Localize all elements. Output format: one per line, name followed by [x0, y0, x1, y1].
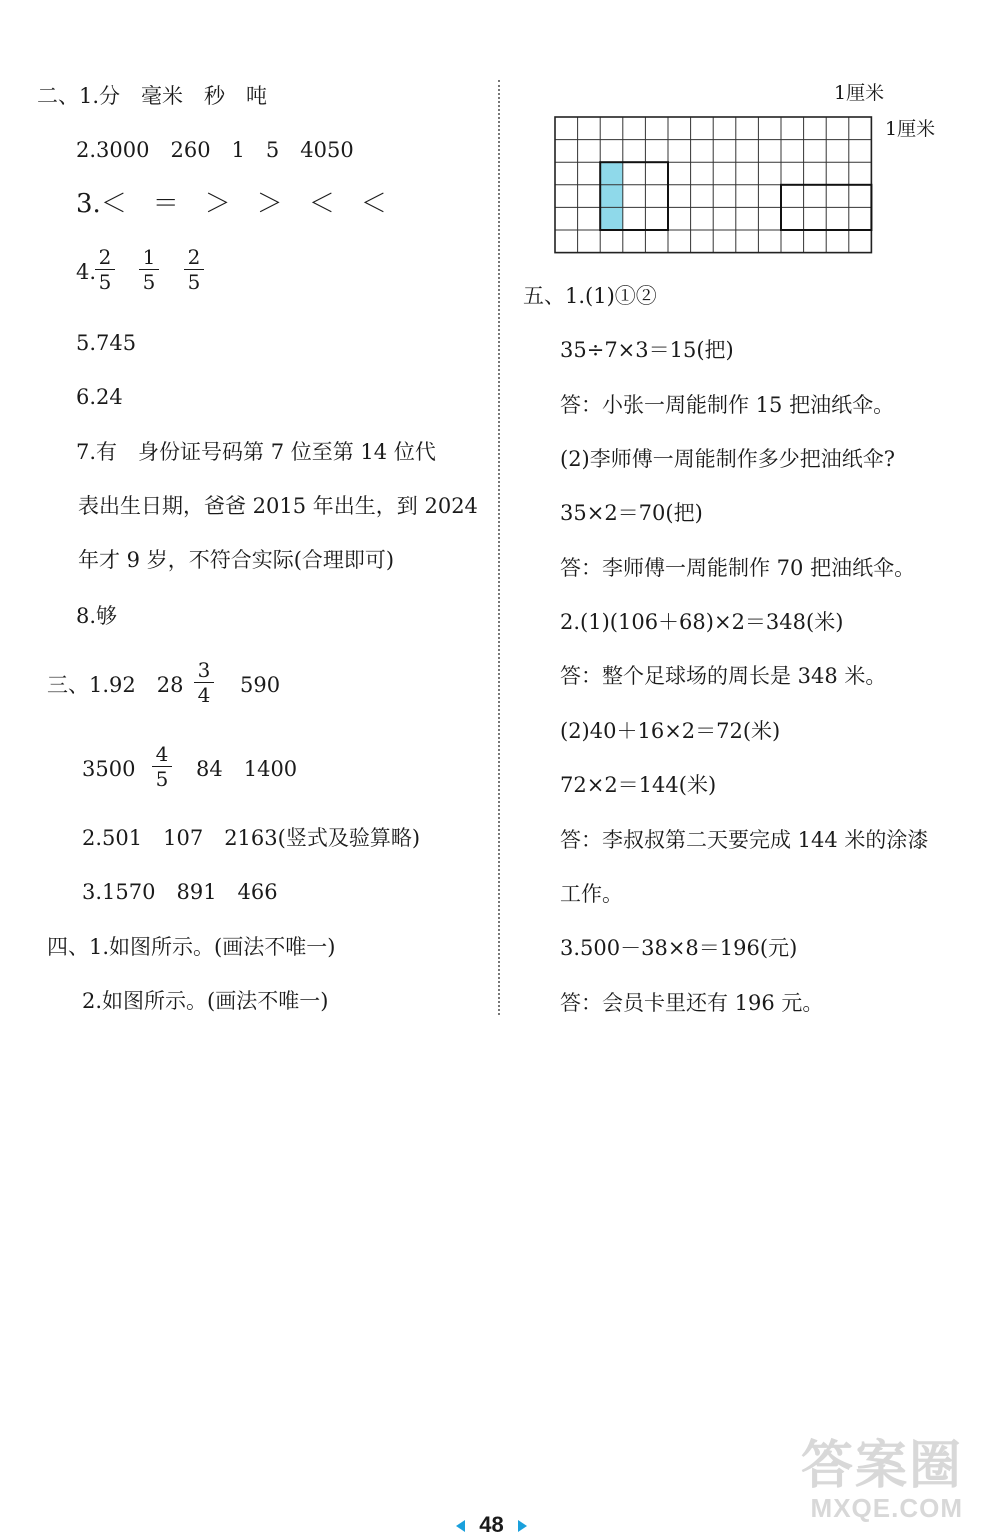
column-divider: [498, 80, 500, 1015]
answer-5-1: 五、1.(1)①②: [523, 284, 657, 308]
answer-3-1-row2-prefix: 3500: [82, 757, 136, 781]
answer-5-2-eq1: 2.(1)(106＋68)×2＝348(米): [560, 610, 844, 634]
fraction-3-1-b: 4 5: [152, 743, 172, 790]
answer-2-4-prefix: 4.: [76, 260, 97, 284]
answer-5-2-eq2: (2)40＋16×2＝72(米): [560, 719, 781, 743]
answer-4-1: 四、1.如图所示。(画法不唯一): [47, 935, 336, 959]
answer-5-1-ans2: 答：李师傅一周能制作 70 把油纸伞。: [560, 556, 916, 580]
answer-5-2-ans2: 答：李叔叔第二天要完成 144 米的涂漆: [560, 828, 929, 852]
page-number: 48: [0, 1512, 983, 1538]
answer-2-2: 2.3000 260 1 5 4050: [76, 138, 354, 162]
prev-triangle-icon: [456, 1520, 465, 1532]
fraction-4-1: 2 5: [95, 246, 115, 293]
watermark: 答案圈 MXQE.COM: [800, 1437, 963, 1523]
answer-5-1-q2: (2)李师傅一周能制作多少把油纸伞?: [560, 447, 896, 471]
answer-2-7-line2: 表出生日期，爸爸 2015 年出生，到 2024: [78, 494, 478, 518]
answer-3-1-row1-prefix: 三、1.92 28: [47, 673, 184, 697]
answer-5-2-ans1: 答：整个足球场的周长是 348 米。: [560, 664, 887, 688]
fraction-3-1-a: 3 4: [194, 659, 214, 706]
answer-3-3: 3.1570 891 466: [82, 880, 278, 904]
fraction-4-2: 1 5: [139, 246, 159, 293]
answer-2-3: 3.＜ ＝ ＞ ＞ ＜ ＜: [76, 189, 387, 219]
grid-figure: [553, 115, 893, 255]
answer-3-1-row2-suffix: 84 1400: [196, 757, 298, 781]
answer-3-2: 2.501 107 2163(竖式及验算略): [82, 826, 421, 850]
answer-2-8: 8.够: [76, 604, 118, 628]
answer-2-5: 5.745: [76, 331, 137, 355]
answer-2-1: 二、1.分 毫米 秒 吨: [37, 84, 268, 108]
shaded-strip: [600, 162, 623, 230]
answer-5-3-ans: 答：会员卡里还有 196 元。: [560, 991, 824, 1015]
next-triangle-icon: [518, 1520, 527, 1532]
answer-5-1-eq1: 35÷7×3＝15(把): [560, 338, 734, 362]
answer-5-3-eq: 3.500－38×8＝196(元): [560, 936, 798, 960]
answer-5-1-eq2: 35×2＝70(把): [560, 501, 703, 525]
fraction-4-3: 2 5: [184, 246, 204, 293]
answer-2-7-line1: 7.有 身份证号码第 7 位至第 14 位代: [76, 440, 436, 464]
answer-2-7-line3: 年才 9 岁，不符合实际(合理即可): [78, 548, 395, 572]
answer-3-1-row1-suffix: 590: [240, 673, 281, 697]
grid-label-side: 1厘米: [885, 118, 936, 140]
answer-5-2-eq3: 72×2＝144(米): [560, 773, 717, 797]
grid-label-top: 1厘米: [834, 82, 885, 104]
answer-5-2-ans2-cont: 工作。: [560, 882, 623, 906]
answer-5-1-ans1: 答：小张一周能制作 15 把油纸伞。: [560, 393, 895, 417]
answer-2-6: 6.24: [76, 385, 123, 409]
answer-4-2: 2.如图所示。(画法不唯一): [82, 989, 329, 1013]
